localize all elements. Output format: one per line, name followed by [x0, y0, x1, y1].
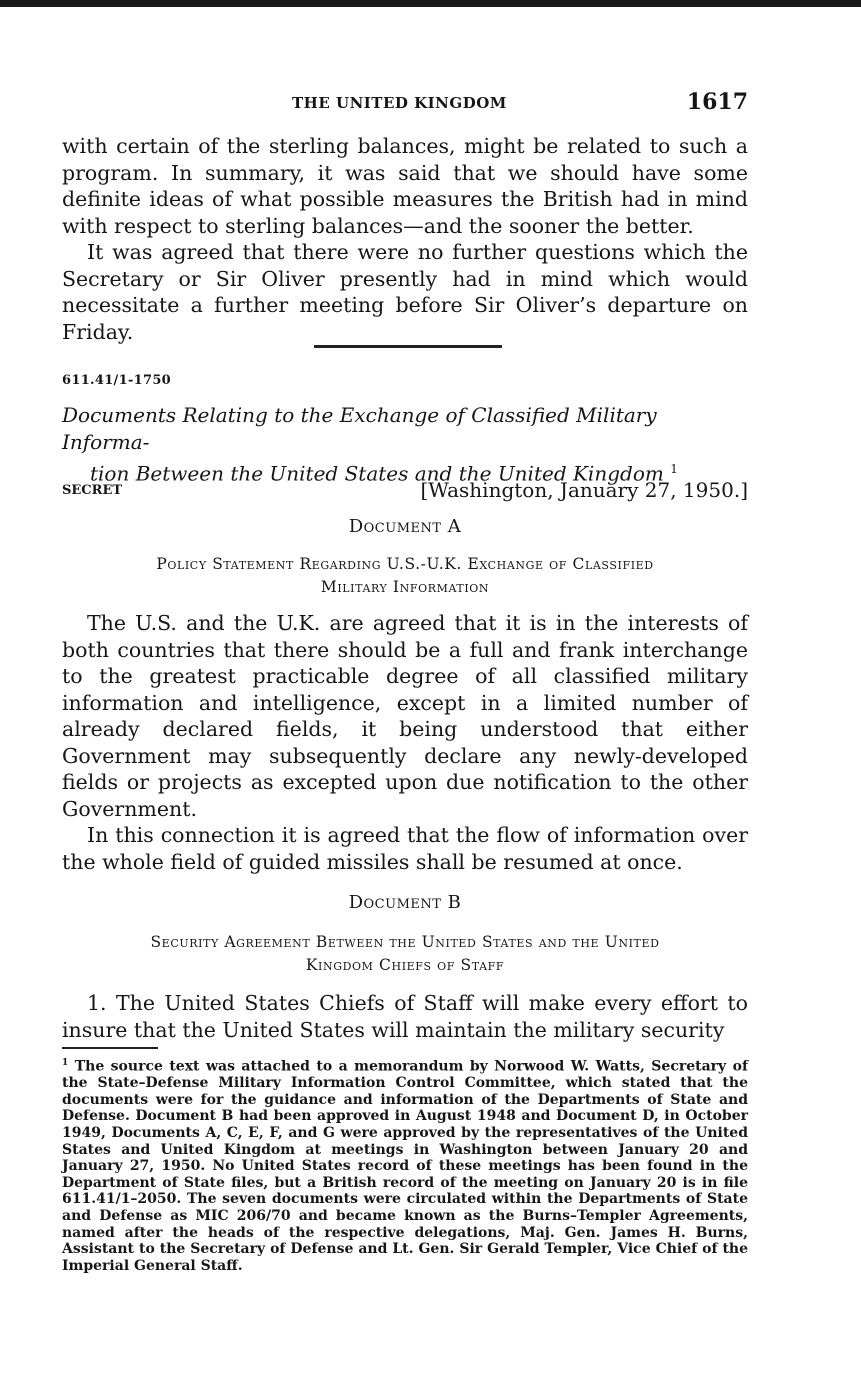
section-divider — [314, 345, 502, 348]
footnote-marker: 1 — [670, 462, 678, 476]
running-head: THE UNITED KINGDOM — [292, 94, 507, 112]
body-paragraph: 1. The United States Chiefs of Staff will make every effort to insure that the United States will maintain the military security — [62, 991, 748, 1042]
title-line-text: tion Between the United States and the United Kingdom — [90, 461, 664, 486]
document-b-body — [62, 990, 748, 1043]
body-paragraph: with certain of the sterling balances, might be related to such a program. In summary, it was said that we should have some definite ideas of what possible measures the British had in mind with respect to sterling balances—and the sooner the better. — [62, 134, 748, 238]
section-title-line: Military Information — [320, 578, 490, 596]
title-line: Documents Relating to the Exchange of Classified Military Informa- — [62, 403, 657, 454]
continued-text — [62, 133, 748, 345]
footnote-text: The source text was attached to a memorandum by Norwood W. Watts, Secretary of the State–Defense Military Information Control Committee, which stated that the documents were for the guidance and information of the Departments of State and Defense. Document B had been approved in August 1948 and Document D, in October 1949, Documents A, C, E, F, and G were approved by the representatives of the United States and United Kingdom at meetings in Washington between January 20 and January 27, 1950. No United States record of these meetings has been found in the Department of State files, but a British record of the meeting on January 20 is in file 611.41/1–2050. The seven documents were circulated within the Departments of State and Defense as MIC 206/70 and became known as the Burns–Templer Agreements, named after the heads of the respective delegations, Maj. Gen. James H. Burns, Assistant to the Secretary of Defense and Lt. Gen. Sir Gerald Templer, Vice Chief of the Imperial General Staff. — [62, 1058, 748, 1274]
top-border — [0, 0, 861, 7]
footnote-marker: 1 — [62, 1058, 69, 1068]
body-paragraph: It was agreed that there were no further questions which the Secretary or Sir Oliver presently had in mind which would necessitate a further meeting before Sir Oliver’s departure on Friday. — [62, 240, 748, 344]
body-paragraph: In this connection it is agreed that the flow of information over the whole field of guided missiles shall be resumed at once. — [62, 823, 748, 874]
section-title-line: Policy Statement Regarding U.S.-U.K. Exchange of Classified — [156, 555, 654, 573]
document-title — [62, 402, 748, 488]
page-header — [62, 89, 748, 119]
file-number: 611.41/1-1750 — [62, 373, 172, 388]
document-b-section-title — [62, 931, 748, 977]
footnote — [62, 1055, 748, 1274]
dateline: [Washington, January 27, 1950.] — [420, 478, 748, 502]
document-a-heading: Document A — [348, 516, 462, 537]
page-number: 1617 — [686, 89, 748, 115]
section-title-line: Kingdom Chiefs of Staff — [305, 956, 505, 974]
classification-label: SECRET — [62, 483, 123, 498]
footnote-rule — [62, 1047, 158, 1049]
document-a-body — [62, 610, 748, 875]
section-title-line: Security Agreement Between the United States and the United — [150, 933, 660, 951]
body-paragraph: The U.S. and the U.K. are agreed that it is in the interests of both countries that there should be a full and frank interchange to the greatest practicable degree of all classified military information and intelligence, except in a limited number of already declared fields, it being understood that either Government may subsequently declare any newly-developed fields or projects as excepted upon due notification to the other Government. — [62, 611, 748, 821]
document-b-heading: Document B — [348, 892, 462, 913]
document-a-section-title — [62, 553, 748, 599]
